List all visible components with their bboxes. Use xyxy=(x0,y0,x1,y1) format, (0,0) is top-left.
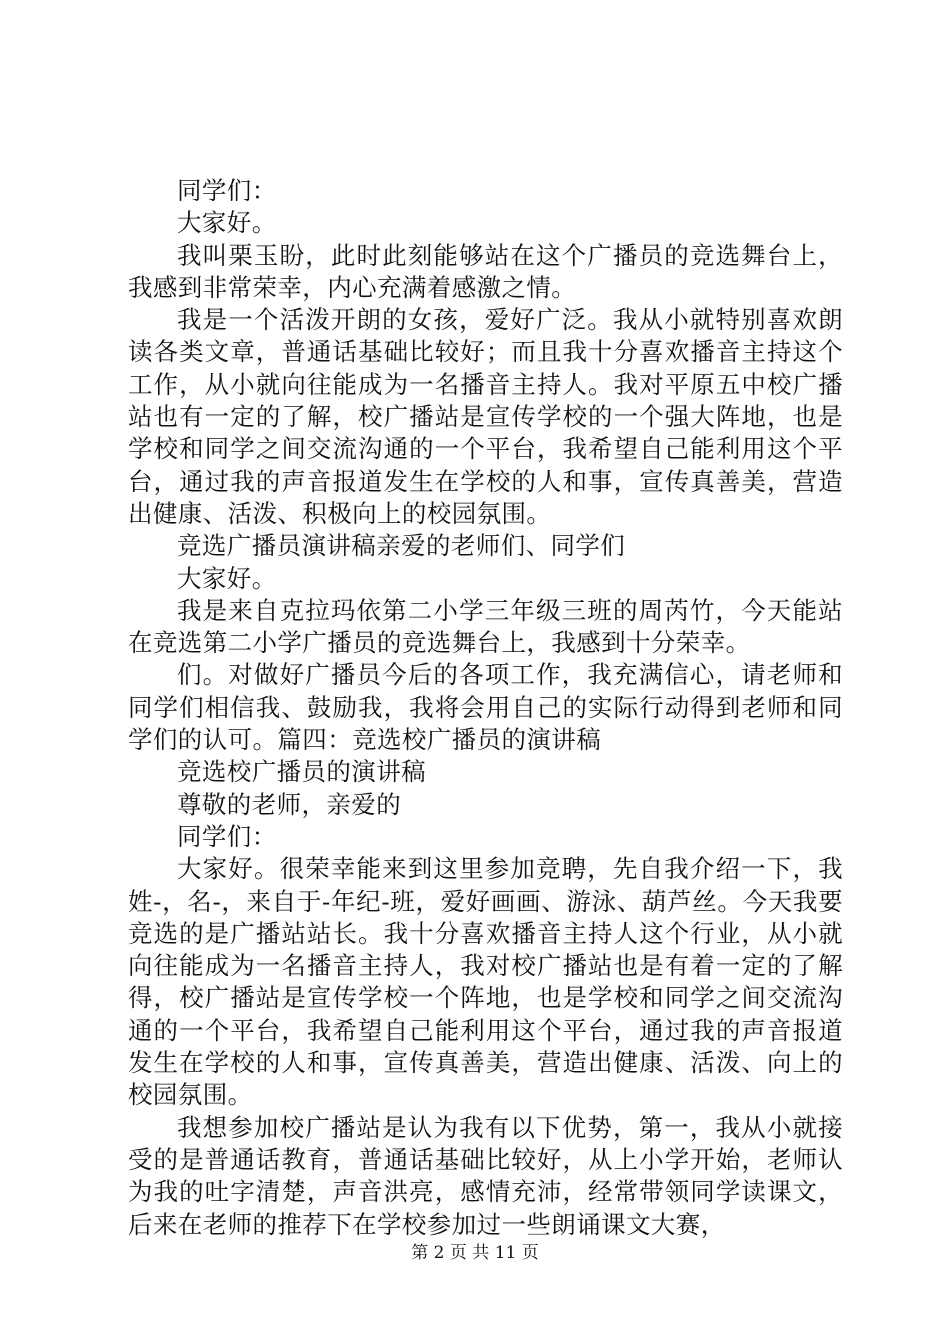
paragraph: 同学们： xyxy=(177,176,277,205)
paragraph: 我叫栗玉盼，此时此刻能够站在这个广播员的竞选舞台上，我感到非常荣幸，内心充满着感激之情。 xyxy=(128,240,843,302)
paragraph: 我想参加校广播站是认为我有以下优势，第一，我从小就接受的是普通话教育，普通话基础比较好，从上小学开始，老师认为我的吐字清楚，声音洪亮，感情充沛，经常带领同学读课文，后来在老师的推荐下在学校参加过一些朗诵课文大赛， xyxy=(128,1112,843,1239)
paragraph: 同学们： xyxy=(177,821,277,851)
paragraph: 大家好。 xyxy=(177,563,277,593)
paragraph: 大家好。很荣幸能来到这里参加竞聘，先自我介绍一下，我姓-，名-，来自于-年纪-班，爱好画画、游泳、葫芦丝。今天我要竞选的是广播站站长。我十分喜欢播音主持人这个行业，从小就向往能成为一名播音主持人，我对校广播站也是有着一定的了解得，校广播站是宣传学校一个阵地，也是学校和同学之间交流沟通的一个平台，我希望自己能利用这个平台，通过我的声音报道发生在学校的人和事，宣传真善美，营造出健康、活泼、向上的校园氛围。 xyxy=(128,854,843,1110)
page-number-footer: 第 2 页 共 11 页 xyxy=(411,1243,539,1263)
paragraph: 竞选广播员演讲稿亲爱的老师们、同学们 xyxy=(177,531,626,561)
paragraph: 我是来自克拉玛依第二小学三年级三班的周芮竹，今天能站在竞选第二小学广播员的竞选舞台上，我感到十分荣幸。 xyxy=(128,595,843,658)
paragraph: 大家好。 xyxy=(177,208,277,238)
paragraph: 竞选校广播员的演讲稿 xyxy=(177,757,426,787)
paragraph: 们。对做好广播员今后的各项工作，我充满信心，请老师和同学们相信我、鼓励我，我将会用自己的实际行动得到老师和同学们的认可。篇四：竞选校广播员的演讲稿 xyxy=(128,660,843,755)
paragraph: 我是一个活泼开朗的女孩，爱好广泛。我从小就特别喜欢朗读各类文章，普通话基础比较好；而且我十分喜欢播音主持这个工作，从小就向往能成为一名播音主持人。我对平原五中校广播站也有一定的了解，校广播站是宣传学校的一个强大阵地，也是学校和同学之间交流沟通的一个平台，我希望自己能利用这个平台，通过我的声音报道发生在学校的人和事，宣传真善美，营造出健康、活泼、积极向上的校园氛围。 xyxy=(128,305,843,528)
paragraph: 尊敬的老师，亲爱的 xyxy=(177,789,402,819)
document-body xyxy=(128,175,843,1241)
